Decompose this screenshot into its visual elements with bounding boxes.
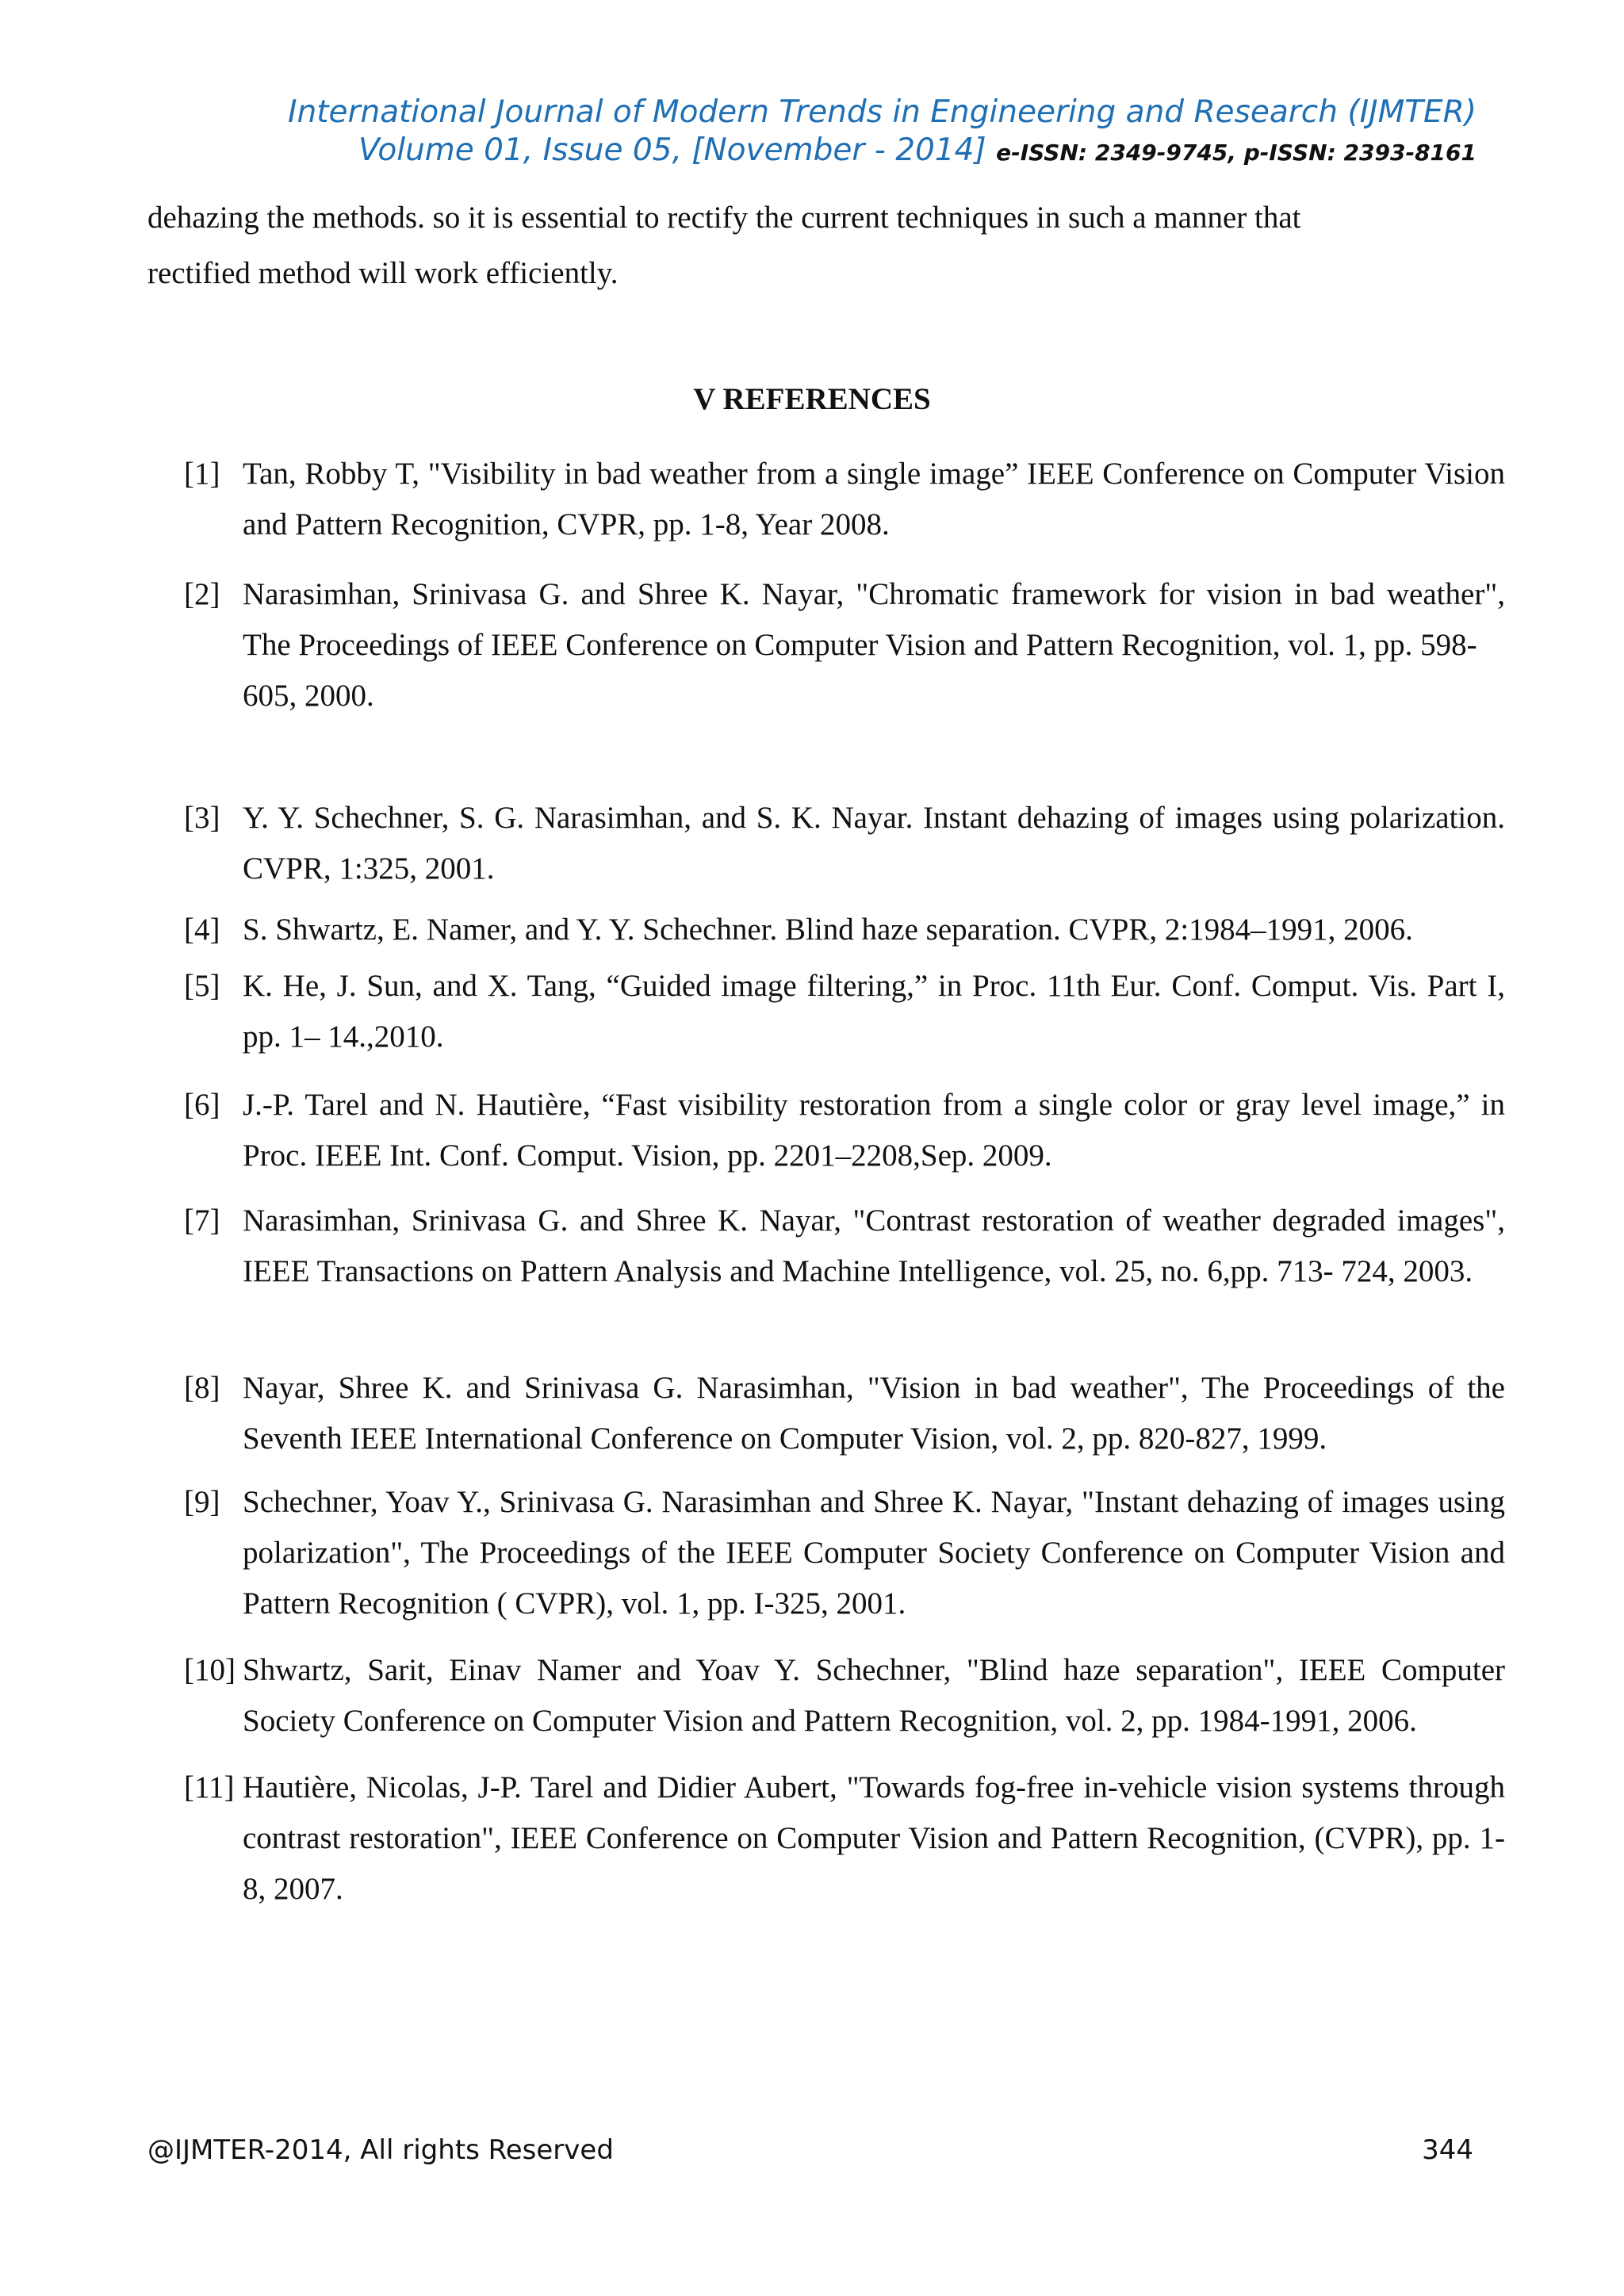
reference-number: [7] (184, 1203, 220, 1238)
intro-line-1: dehazing the methods. so it is essential to rectify the current techniques in such a manner that (147, 201, 1301, 235)
reference-item-1 (184, 449, 1505, 550)
reference-text: Narasimhan, Srinivasa G. and Shree K. Nayar, "Contrast restoration of weather degraded images", IEEE Transactions on Pattern Analysis and Machine Intelligence, vol. 25, no. 6,pp. 713- 724, 2003. (243, 1203, 1505, 1288)
reference-number: [9] (184, 1485, 220, 1519)
reference-text: S. Shwartz, E. Namer, and Y. Y. Schechner. Blind haze separation. CVPR, 2:1984–1991, 2006. (243, 913, 1413, 947)
journal-issn: e-ISSN: 2349-9745, p-ISSN: 2393-8161 (996, 140, 1477, 166)
reference-text: Nayar, Shree K. and Srinivasa G. Narasimhan, "Vision in bad weather", The Proceedings of the Seventh IEEE International Conference on Computer Vision, vol. 2, pp. 820-827, 1999. (243, 1371, 1505, 1456)
journal-volume-line (288, 132, 1477, 172)
reference-number: [6] (184, 1088, 220, 1122)
reference-item-5 (184, 961, 1505, 1062)
reference-text: Schechner, Yoav Y., Srinivasa G. Narasimhan and Shree K. Nayar, "Instant dehazing of images using polarization", The Proceedings of the IEEE Computer Society Conference on Computer Vision and Pattern Recognition ( CVPR), vol. 1, pp. I-325, 2001. (243, 1485, 1505, 1621)
intro-line-2: rectified method will work efficiently. (147, 256, 619, 290)
reference-text: Hautière, Nicolas, J-P. Tarel and Didier Aubert, "Towards fog-free in-vehicle vision systems through contrast restoration", IEEE Conference on Computer Vision and Pattern Recognition, (CVPR), pp. 1-8, 2007. (243, 1770, 1505, 1906)
footer-copyright: @IJMTER-2014, All rights Reserved (147, 2134, 614, 2166)
reference-number: [10] (184, 1653, 236, 1687)
reference-item-4 (184, 905, 1505, 955)
reference-number: [5] (184, 969, 220, 1003)
reference-number: [8] (184, 1371, 220, 1405)
reference-item-3 (184, 793, 1505, 894)
reference-item-2 (184, 569, 1505, 721)
reference-text: Y. Y. Schechner, S. G. Narasimhan, and S. K. Nayar. Instant dehazing of images using polarization. CVPR, 1:325, 2001. (243, 801, 1505, 886)
reference-text: Narasimhan, Srinivasa G. and Shree K. Nayar, "Chromatic framework for vision in bad weather", The Proceedings of IEEE Conference on Computer Vision and Pattern Recognition, vol. 1, pp. 598- (243, 577, 1505, 662)
reference-number: [1] (184, 457, 220, 491)
reference-number: [11] (184, 1770, 235, 1804)
reference-item-10 (184, 1645, 1505, 1747)
reference-text: Shwartz, Sarit, Einav Namer and Yoav Y. Schechner, "Blind haze separation", IEEE Computer Society Conference on Computer Vision and Pattern Recognition, vol. 2, pp. 1984-1991, 2006. (243, 1653, 1505, 1738)
intro-paragraph (147, 190, 1511, 301)
reference-number: [3] (184, 801, 220, 835)
journal-header (288, 94, 1477, 172)
reference-item-7 (184, 1196, 1505, 1297)
journal-title: International Journal of Modern Trends in Engineering and Research (IJMTER) (287, 94, 1477, 130)
page-number: 344 (1422, 2134, 1473, 2166)
reference-item-6 (184, 1080, 1505, 1181)
reference-item-8 (184, 1363, 1505, 1464)
reference-text: Tan, Robby T, "Visibility in bad weather from a single image” IEEE Conference on Computer Vision and Pattern Recognition, CVPR, pp. 1-8, Year 2008. (243, 457, 1505, 541)
reference-text: J.-P. Tarel and N. Hautière, “Fast visibility restoration from a single color or gray level image,” in Proc. IEEE Int. Conf. Comput. Vision, pp. 2201–2208,Sep. 2009. (243, 1088, 1505, 1173)
reference-number: [2] (184, 577, 220, 611)
reference-text: K. He, J. Sun, and X. Tang, “Guided image filtering,” in Proc. 11th Eur. Conf. Comput. Vis. Part I, pp. 1– 14.,2010. (243, 969, 1505, 1054)
reference-item-11 (184, 1762, 1505, 1915)
reference-number: [4] (184, 913, 220, 947)
reference-item-9 (184, 1477, 1505, 1629)
reference-text-continuation: 605, 2000. (243, 679, 374, 713)
references-heading: V REFERENCES (693, 382, 931, 416)
journal-volume: Volume 01, Issue 05, [November - 2014] (358, 132, 986, 168)
